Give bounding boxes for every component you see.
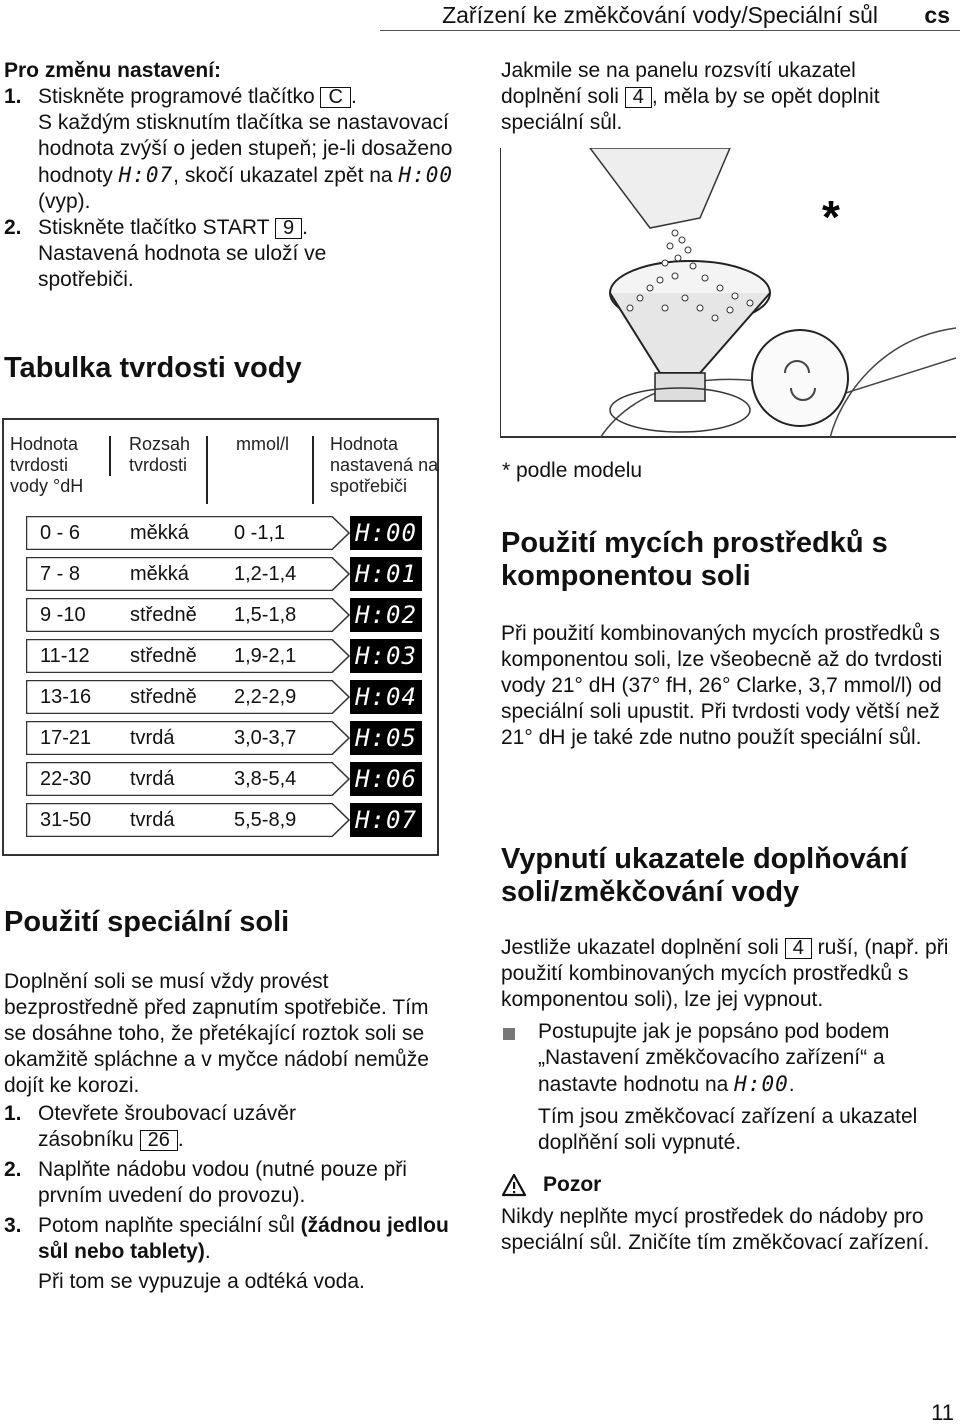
step-number: 1. <box>4 1102 22 1125</box>
cell-setting-display: H:01 <box>350 557 422 591</box>
cell-dh: 11-12 <box>40 645 90 667</box>
step-text: Stiskněte programové tlačítko <box>38 85 315 108</box>
refill-text-b: , měla by se opět doplnit speciální sůl. <box>501 85 880 134</box>
step-text: Potom naplňte speciální sůl <box>38 1214 295 1237</box>
table-row <box>26 516 422 550</box>
table-row <box>26 803 422 837</box>
disable-text-b: ruší, (např. při použití kombinovaných mycích prostředků s komponentou soli), lze jej vypnout. <box>501 936 949 1011</box>
detergents-text: Při použití kombinovaných mycích prostředků s komponentou soli, lze všeobecně až do tvrdosti vody 21° dH (37° fH, 26° Clarke, 3,7 mmol/l) od speciální soli upustit. Při tvrdosti vody větší než 21° dH je také zde nutno použít speciální sůl. <box>501 622 943 749</box>
settings-step-2: 2. Stiskněte tlačítko START 9 . <box>4 216 308 239</box>
salt-step-2 <box>4 1157 464 1209</box>
cell-range: tvrdá <box>130 727 175 749</box>
model-footnote: * podle modelu <box>502 459 643 482</box>
col-header-range: Rozsah tvrdosti <box>129 434 191 475</box>
cell-dh: 31-50 <box>40 809 92 831</box>
settings-step-1: 1. Stiskněte programové tlačítko C . <box>4 85 357 108</box>
disable-steps <box>501 1019 956 1098</box>
display-value-max: H:07 <box>118 163 174 187</box>
column-separator <box>109 436 111 476</box>
cell-setting-display: H:06 <box>350 762 422 796</box>
settings-step-1-description <box>4 110 464 215</box>
running-header-title: Zařízení ke změkčování vody/Speciální sůl <box>442 2 878 28</box>
start-key-label: 9 <box>275 218 302 239</box>
list-item: Postupujte jak je popsáno pod bodem „Nastavení změkčovacího zařízení“ a nastavte hodnotu na H:00. <box>501 1019 938 1098</box>
display-value: H:00 <box>734 1072 789 1096</box>
salt-step-3: 3. Potom naplňte speciální sůl (žádnou jedlou sůl nebo tablety). <box>4 1214 449 1263</box>
disable-indicator-section <box>501 843 956 1256</box>
cell-setting-display: H:00 <box>350 516 422 550</box>
cell-mmol: 1,5-1,8 <box>234 604 297 626</box>
special-salt-heading: Použití speciální soli <box>4 906 290 938</box>
cell-setting-display: H:03 <box>350 639 422 673</box>
col-header-dh: Hodnota tvrdosti vody °dH <box>10 434 84 496</box>
special-salt-intro: Doplnění soli se musí vždy provést bezprostředně před zapnutím spotřebiče. Tím se dosáhne toho, že přetékající roztok soli se okamžitě spláchne a v myčce nádobí nemůže dojít ke korozi. <box>4 970 429 1097</box>
change-settings-section <box>4 58 464 293</box>
cell-range: středně <box>130 645 197 667</box>
reservoir-key-label: 26 <box>140 1130 178 1151</box>
step-text: Otevřete šroubovací uzávěr zásobníku <box>38 1102 296 1151</box>
cell-dh: 9 -10 <box>40 604 86 626</box>
table-row <box>26 598 422 632</box>
cell-range: tvrdá <box>130 768 175 790</box>
step-number: 3. <box>4 1214 22 1237</box>
cell-mmol: 3,0-3,7 <box>234 727 297 749</box>
cell-range: měkká <box>130 522 189 544</box>
cell-setting-display: H:05 <box>350 721 422 755</box>
refill-text-a: Jakmile se na panelu rozsvítí ukazatel doplnění soli <box>501 59 856 108</box>
header-rule <box>380 30 960 31</box>
col-header-setting: Hodnota nastavená na spotřebiči <box>330 434 439 496</box>
disable-heading: Vypnutí ukazatele doplňování soli/změkčování vody <box>501 843 908 908</box>
salt-step-3-note: Při tom se vypuzuje a odtéká voda. <box>38 1270 365 1293</box>
table-row <box>26 680 422 714</box>
step-number: 2. <box>4 216 22 239</box>
cell-mmol: 1,9-2,1 <box>234 645 297 667</box>
salt-indicator-key-label: 4 <box>625 87 652 108</box>
detergents-section <box>501 527 956 751</box>
cell-setting-display: H:04 <box>350 680 422 714</box>
cell-dh: 22-30 <box>40 768 92 790</box>
cell-setting-display: H:07 <box>350 803 422 837</box>
cell-mmol: 0 -1,1 <box>234 522 286 544</box>
cell-mmol: 5,5-8,9 <box>234 809 297 831</box>
page-number: 11 <box>931 1400 954 1425</box>
change-settings-heading: Pro změnu nastavení: <box>4 59 222 82</box>
column-separator <box>206 436 208 504</box>
detergents-heading: Použití mycích prostředků s komponentou soli <box>501 527 888 592</box>
step-text: Naplňte nádobu vodou (nutné pouze při prvním uvedení do provozu). <box>38 1158 407 1207</box>
special-salt-section <box>4 906 464 1295</box>
warning-triangle-icon <box>501 1173 527 1197</box>
cell-range: středně <box>130 604 197 626</box>
cell-dh: 17-21 <box>40 727 92 749</box>
cell-range: tvrdá <box>130 809 175 831</box>
cell-mmol: 3,8-5,4 <box>234 768 297 790</box>
step-number: 1. <box>4 85 22 108</box>
warning-label: Pozor <box>543 1173 602 1196</box>
cell-dh: 13-16 <box>40 686 92 708</box>
disable-note: Tím jsou změkčovací zařízení a ukazatel doplňění soli vypnuté. <box>538 1105 918 1154</box>
table-row <box>26 557 422 591</box>
figure-asterisk: * <box>822 191 840 243</box>
col-header-mmol: mmol/l <box>236 434 289 454</box>
disable-text <box>501 935 951 1013</box>
step-desc: , skočí ukazatel zpět na <box>173 164 393 187</box>
salt-step-1: 1. Otevřete šroubovací uzávěr zásobníku 26 . <box>4 1102 296 1151</box>
step-number: 2. <box>4 1158 22 1181</box>
program-key-label: C <box>320 87 350 108</box>
step-text-bold: (žádnou jedlou sůl nebo tablety) <box>38 1214 449 1263</box>
cell-mmol: 1,2-1,4 <box>234 563 297 585</box>
warning-title <box>501 1172 956 1198</box>
step-desc: (vyp). <box>38 190 91 213</box>
warning-text: Nikdy neplňte mycí prostředek do nádoby pro speciální sůl. Zničíte tím změkčovací zařízení. <box>501 1205 930 1254</box>
language-code: cs <box>924 2 950 28</box>
bullet-text: Postupujte jak je popsáno pod bodem „Nastavení změkčovacího zařízení“ a nastavte hodnotu na <box>538 1020 890 1096</box>
column-separator <box>312 436 314 504</box>
cell-mmol: 2,2-2,9 <box>234 686 297 708</box>
cell-range: měkká <box>130 563 189 585</box>
cell-dh: 0 - 6 <box>40 522 81 544</box>
step-desc: S každým stisknutím tlačítka se nastavovací hodnota zvýší o jeden stupeň; je-li dosaženo hodnoty <box>38 111 453 187</box>
salt-funnel-illustration <box>500 148 956 438</box>
settings-step-2-description: Nastavená hodnota se uloží ve spotřebiči. <box>38 242 327 291</box>
display-value-min: H:00 <box>398 163 454 187</box>
table-row <box>26 721 422 755</box>
cell-setting-display: H:02 <box>350 598 422 632</box>
table-row <box>26 639 422 673</box>
table-row <box>26 762 422 796</box>
step-text: Stiskněte tlačítko START <box>38 216 270 239</box>
table-heading: Tabulka tvrdosti vody <box>4 352 302 384</box>
refill-text <box>501 58 941 136</box>
refill-section <box>501 58 956 136</box>
cell-range: středně <box>130 686 197 708</box>
salt-indicator-key-label: 4 <box>785 938 812 959</box>
disable-text-a: Jestliže ukazatel doplnění soli <box>501 936 779 959</box>
cell-dh: 7 - 8 <box>40 563 81 585</box>
water-hardness-table <box>2 418 439 856</box>
